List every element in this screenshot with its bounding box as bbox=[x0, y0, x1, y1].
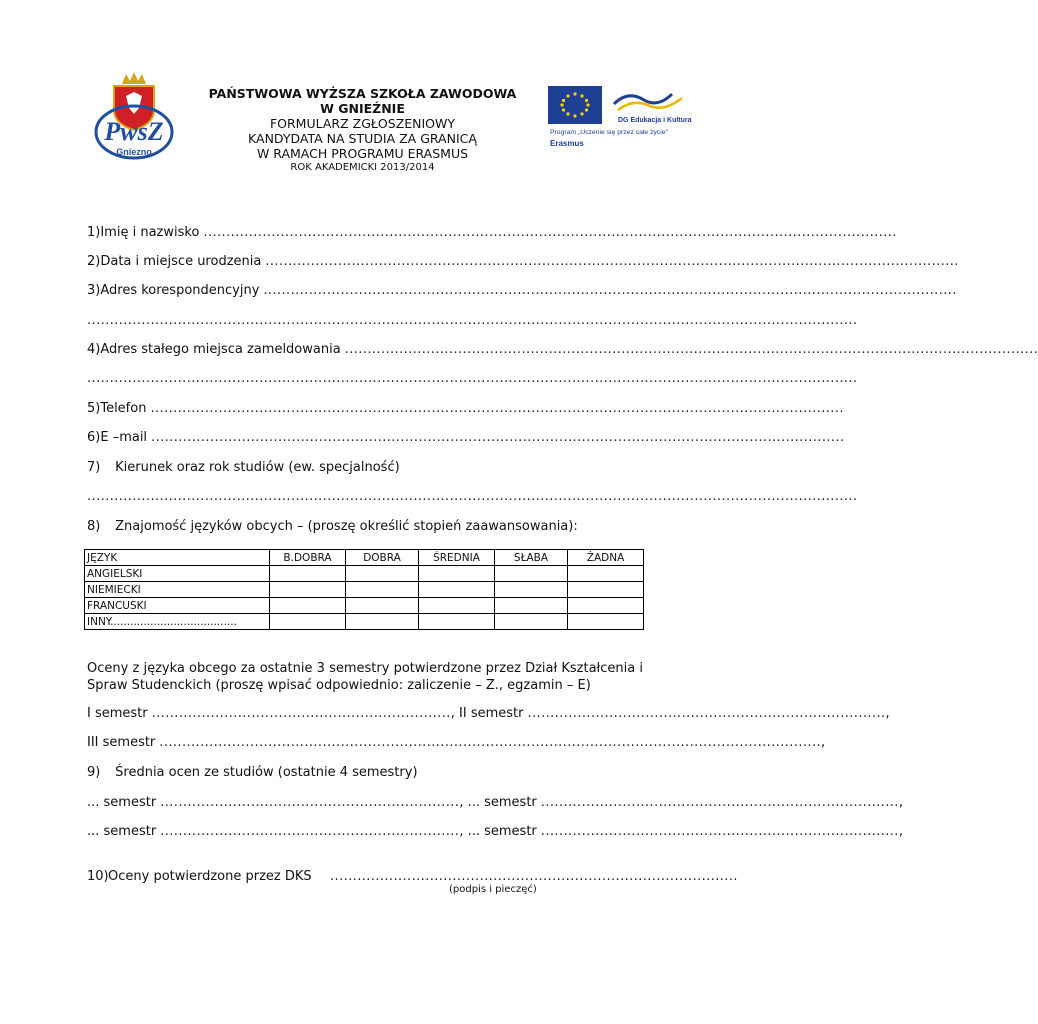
level-cell[interactable] bbox=[568, 566, 644, 582]
llp-swoosh-icon bbox=[614, 94, 682, 110]
field-dks[interactable]: 10) Oceny potwierdzone przez DKS .......................................................................................... bbox=[87, 869, 738, 884]
fill-line[interactable]: .................................................................................................................................................. bbox=[159, 735, 822, 750]
semester-3-label: III semestr bbox=[87, 735, 156, 750]
language-cell: ANGIELSKI bbox=[85, 566, 270, 582]
level-cell[interactable] bbox=[419, 582, 495, 598]
field-residence-label: Adres stałego miejsca zameldowania bbox=[100, 342, 341, 357]
field-dks-label: Oceny potwierdzone przez DKS bbox=[108, 869, 312, 884]
crown-icon bbox=[122, 72, 146, 84]
erasmus-logo bbox=[548, 86, 692, 154]
field-average-label: Średnia ocen ze studiów (ostatnie 4 semestry) bbox=[115, 765, 418, 780]
semester-2-label: II semestr bbox=[459, 706, 524, 721]
fill-line[interactable]: ......................................................................................................................................................... bbox=[151, 430, 845, 445]
level-cell[interactable] bbox=[419, 598, 495, 614]
level-cell[interactable] bbox=[495, 598, 568, 614]
form-subtitle-2: W RAMACH PROGRAMU ERASMUS bbox=[256, 146, 469, 161]
level-cell[interactable] bbox=[346, 598, 419, 614]
fill-line[interactable]: .......................................................................................................................................................................... bbox=[87, 371, 858, 386]
academic-year: ROK AKADEMICKI 2013/2014 bbox=[290, 162, 435, 173]
field-email-label: E –mail bbox=[100, 430, 148, 445]
field-phone-label: Telefon bbox=[100, 401, 147, 416]
dg-text: DG Edukacja i Kultura bbox=[618, 117, 692, 124]
field-studies-cont[interactable] bbox=[87, 489, 858, 507]
field-email[interactable]: 6) E –mail ......................................................................................................................................................... bbox=[87, 430, 845, 445]
header-cell: ŚREDNIA bbox=[419, 550, 495, 566]
fill-line[interactable]: ......................................................................................................................................................... bbox=[344, 342, 1038, 357]
table-row bbox=[85, 598, 644, 614]
semester-label: ... semestr bbox=[467, 824, 537, 839]
program-text: Program „Uczenie się przez całe życie" bbox=[550, 129, 668, 136]
header-cell: SŁABA bbox=[495, 550, 568, 566]
fill-line[interactable]: .................................................................. bbox=[160, 824, 460, 839]
fill-line[interactable]: ............................................................................... bbox=[527, 706, 886, 721]
fill-line[interactable]: ............................................................................... bbox=[540, 795, 899, 810]
table-row bbox=[85, 566, 644, 582]
table-row bbox=[85, 582, 644, 598]
level-cell[interactable] bbox=[419, 566, 495, 582]
fill-line[interactable]: ......................................................................................................................................................... bbox=[263, 283, 957, 298]
field-languages-label: Znajomość języków obcych – (proszę określić stopień zaawansowania): bbox=[115, 519, 578, 534]
semester-label: ... semestr bbox=[87, 824, 157, 839]
language-table bbox=[84, 549, 644, 630]
level-cell[interactable] bbox=[495, 566, 568, 582]
table-row bbox=[85, 614, 644, 630]
header-cell: JĘZYK bbox=[85, 550, 270, 566]
field-phone[interactable]: 5) Telefon ......................................................................................................................................................... bbox=[87, 401, 844, 416]
erasmus-text: Erasmus bbox=[550, 139, 584, 148]
fill-line[interactable]: ......................................................................................................................................................... bbox=[150, 401, 844, 416]
language-cell: FRANCUSKI bbox=[85, 598, 270, 614]
field-studies: 7) Kierunek oraz rok studiów (ew. specjalność) bbox=[87, 460, 400, 475]
level-cell[interactable] bbox=[568, 582, 644, 598]
level-cell[interactable] bbox=[270, 566, 346, 582]
fill-line[interactable]: ............................................................................... bbox=[540, 824, 899, 839]
level-cell[interactable] bbox=[346, 582, 419, 598]
level-cell[interactable] bbox=[270, 598, 346, 614]
field-languages: 8) Znajomość języków obcych – (proszę określić stopień zaawansowania): bbox=[87, 519, 578, 534]
fill-line[interactable]: .................................................................. bbox=[151, 706, 451, 721]
level-cell[interactable] bbox=[270, 582, 346, 598]
semester-1-label: I semestr bbox=[87, 706, 148, 721]
header-cell: DOBRA bbox=[346, 550, 419, 566]
field-address[interactable]: 3) Adres korespondencyjny ......................................................................................................................................................... bbox=[87, 283, 957, 298]
fill-line[interactable]: .................................................................. bbox=[160, 795, 460, 810]
table-header-row bbox=[85, 550, 644, 566]
field-residence[interactable]: 4) Adres stałego miejsca zameldowania ......................................................................................................................................................... bbox=[87, 342, 1038, 357]
pwsz-logo bbox=[92, 70, 176, 166]
level-cell[interactable] bbox=[568, 598, 644, 614]
level-cell[interactable] bbox=[495, 614, 568, 630]
logo-text: PwsZ bbox=[104, 117, 164, 146]
field-name[interactable]: 1) Imię i nazwisko ......................................................................................................................................................... bbox=[87, 225, 897, 240]
field-birth-label: Data i miejsce urodzenia bbox=[100, 254, 262, 269]
header-cell: ŻADNA bbox=[568, 550, 644, 566]
field-name-label: Imię i nazwisko bbox=[100, 225, 200, 240]
form-title: FORMULARZ ZGŁOSZENIOWY bbox=[269, 116, 456, 131]
level-cell[interactable] bbox=[346, 566, 419, 582]
field-address-label: Adres korespondencyjny bbox=[100, 283, 260, 298]
eu-flag-icon bbox=[548, 86, 602, 124]
field-address-cont[interactable] bbox=[87, 313, 858, 331]
language-cell: NIEMIECKI bbox=[85, 582, 270, 598]
level-cell[interactable] bbox=[346, 614, 419, 630]
school-city: W GNIEŹNIE bbox=[320, 101, 405, 116]
field-residence-cont[interactable] bbox=[87, 371, 858, 389]
field-studies-label: Kierunek oraz rok studiów (ew. specjalność) bbox=[115, 460, 400, 475]
school-name: PAŃSTWOWA WYŻSZA SZKOŁA ZAWODOWA bbox=[208, 86, 517, 101]
field-average: 9) Średnia ocen ze studiów (ostatnie 4 semestry) bbox=[87, 765, 418, 780]
average-row-2[interactable]: ... semestr .................................................................. , ... semestr ............................................................................... , bbox=[87, 824, 903, 839]
fill-line[interactable]: .......................................................................................................................................................................... bbox=[87, 489, 858, 504]
semester-row-2[interactable]: III semestr .................................................................................................................................................. , bbox=[87, 735, 826, 750]
form-subtitle-1: KANDYDATA NA STUDIA ZA GRANICĄ bbox=[248, 131, 477, 146]
semester-label: ... semestr bbox=[467, 795, 537, 810]
level-cell[interactable] bbox=[495, 582, 568, 598]
header-cell: B.DOBRA bbox=[270, 550, 346, 566]
fill-line[interactable]: ......................................................................................................................................................... bbox=[265, 254, 959, 269]
level-cell[interactable] bbox=[419, 614, 495, 630]
level-cell[interactable] bbox=[270, 614, 346, 630]
level-cell[interactable] bbox=[568, 614, 644, 630]
grades-instructions: Oceny z języka obcego za ostatnie 3 semestry potwierdzone przez Dział Kształcenia i Spraw Studenckich (proszę wpisać odpowiednio: zaliczenie – Z., egzamin – E) bbox=[87, 661, 643, 693]
signature-note: (podpis i pieczęć) bbox=[449, 884, 537, 895]
logo-subtext: Gniezno bbox=[116, 147, 152, 157]
semester-label: ... semestr bbox=[87, 795, 157, 810]
language-cell[interactable]: INNY...................................... bbox=[85, 614, 270, 630]
fill-line[interactable]: .......................................................................................................................................................................... bbox=[87, 313, 858, 328]
average-row-1[interactable]: ... semestr .................................................................. , ... semestr ............................................................................... , bbox=[87, 795, 903, 810]
semester-row-1[interactable]: I semestr .................................................................. , II semestr ............................................................................... , bbox=[87, 706, 890, 721]
signature-line[interactable]: .......................................................................................... bbox=[330, 869, 738, 884]
field-birth[interactable]: 2) Data i miejsce urodzenia ......................................................................................................................................................... bbox=[87, 254, 959, 269]
fill-line[interactable]: ......................................................................................................................................................... bbox=[203, 225, 897, 240]
